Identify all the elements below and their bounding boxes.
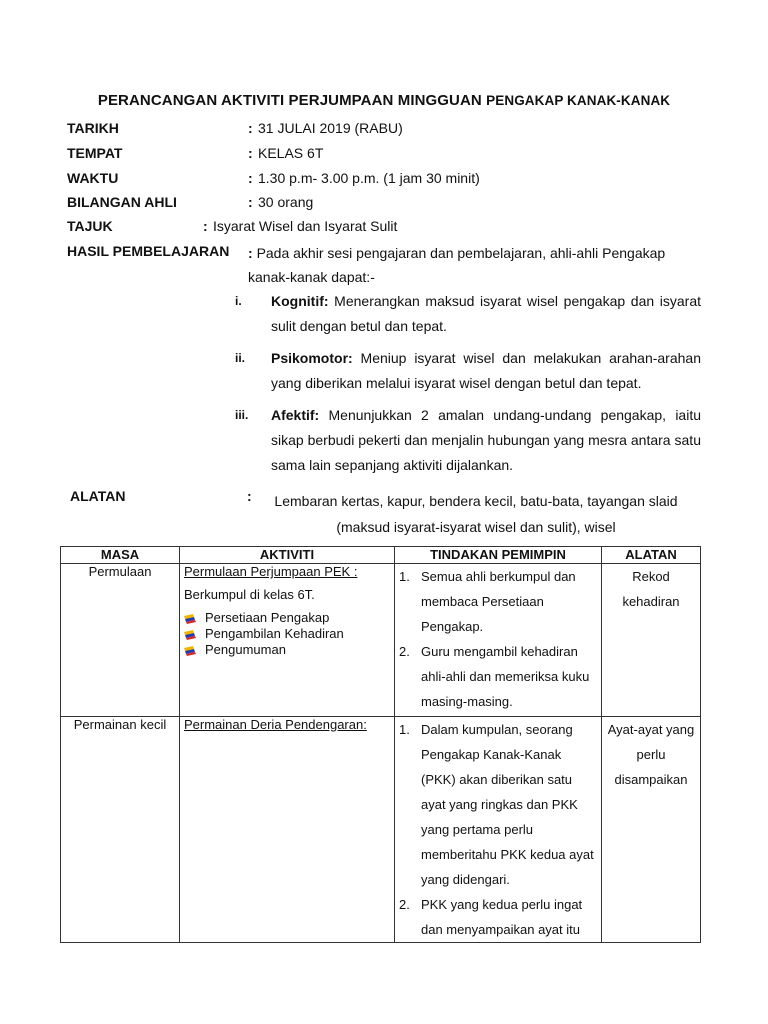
cell-alatan: Rekod kehadiran	[602, 564, 701, 717]
tarikh-label: TARIKH	[67, 120, 119, 136]
list-item	[399, 892, 597, 942]
step-number: 1.	[399, 569, 410, 584]
bilangan-label: BILANGAN AHLI	[67, 194, 177, 210]
header-alatan: ALATAN	[602, 547, 701, 564]
step-number: 2.	[399, 897, 410, 912]
aktiviti-heading: Permainan Deria Pendengaran:	[184, 717, 367, 732]
step-number: 1.	[399, 722, 410, 737]
objective-number: ii.	[235, 351, 246, 365]
objective-afektif	[235, 403, 701, 478]
page-title	[0, 92, 768, 109]
bullet-text: Persetiaan Pengakap	[205, 610, 330, 625]
cell-tindakan	[395, 564, 602, 717]
tarikh-colon: :	[248, 120, 253, 136]
tajuk-label: TAJUK	[67, 218, 113, 234]
step-text: Guru mengambil kehadiran ahli-ahli dan memeriksa kuku masing-masing.	[421, 644, 590, 709]
alatan-value	[260, 488, 692, 540]
step-number: 2.	[399, 644, 410, 659]
tempat-colon: :	[248, 145, 253, 161]
tarikh-value: 31 JULAI 2019 (RABU)	[258, 120, 403, 136]
objective-label: Psikomotor:	[271, 350, 353, 366]
hasil-value	[248, 241, 698, 289]
title-sub: PENGAKAP KANAK-KANAK	[486, 93, 671, 108]
table-header-row	[61, 547, 701, 564]
objective-psikomotor	[235, 346, 701, 396]
aktiviti-bullet-list	[184, 610, 390, 658]
tindakan-steps	[399, 564, 597, 714]
header-masa: MASA	[61, 547, 180, 564]
objective-label: Kognitif:	[271, 293, 329, 309]
cell-aktiviti	[180, 717, 395, 943]
pencil-bullet-icon	[184, 646, 196, 656]
objective-text: Menunjukkan 2 amalan undang-undang pengakap, iaitu sikap berbudi pekerti dan menjalin hubungan yang mesra antara satu sama lain sepanjang aktiviti dijalankan.	[271, 407, 702, 473]
list-item	[184, 626, 390, 642]
cell-alatan: Ayat-ayat yang perlu disampaikan	[602, 717, 701, 943]
header-tindakan-pemimpin: TINDAKAN PEMIMPIN	[395, 547, 602, 564]
cell-masa: Permulaan	[61, 564, 180, 717]
tajuk-colon: :	[203, 218, 208, 234]
pencil-bullet-icon	[184, 614, 196, 624]
activity-table	[60, 546, 701, 943]
step-text: Dalam kumpulan, seorang Pengakap Kanak-Kanak (PKK) akan diberikan satu ayat yang ringkas dan PKK yang pertama perlu memberitahu PKK kedua ayat yang didengari.	[421, 722, 594, 887]
table-row	[61, 717, 701, 943]
tindakan-steps	[399, 717, 597, 942]
aktiviti-heading: Permulaan Perjumpaan PEK :	[184, 564, 358, 579]
header-aktiviti: AKTIVITI	[180, 547, 395, 564]
hasil-colon: :	[248, 245, 253, 261]
bullet-text: Pengambilan Kehadiran	[205, 626, 344, 641]
objective-label: Afektif:	[271, 407, 320, 423]
tempat-value: KELAS 6T	[258, 145, 324, 161]
cell-masa: Permainan kecil	[61, 717, 180, 943]
alatan-line-1: Lembaran kertas, kapur, bendera kecil, batu-bata, tayangan slaid	[274, 493, 678, 509]
alatan-line-2: (maksud isyarat-isyarat wisel dan sulit), wisel	[336, 519, 616, 535]
waktu-value: 1.30 p.m- 3.00 p.m. (1 jam 30 minit)	[258, 170, 480, 186]
objective-number: iii.	[235, 408, 249, 422]
tempat-label: TEMPAT	[67, 145, 123, 161]
aktiviti-subtext: Berkumpul di kelas 6T.	[184, 587, 315, 602]
cell-aktiviti	[180, 564, 395, 717]
alatan-colon: :	[247, 488, 252, 504]
objective-number: i.	[235, 294, 242, 308]
bullet-text: Pengumuman	[205, 642, 286, 657]
objective-text: Meniup isyarat wisel dan melakukan arahan-arahan yang diberikan melalui isyarat wisel dengan betul dan tepat.	[271, 350, 701, 391]
objective-text: Menerangkan maksud isyarat wisel pengakap dan isyarat sulit dengan betul dan tepat.	[271, 293, 702, 334]
table-row	[61, 564, 701, 717]
pencil-bullet-icon	[184, 630, 196, 640]
list-item	[184, 610, 390, 626]
hasil-label: HASIL PEMBELAJARAN	[67, 243, 230, 259]
bilangan-colon: :	[248, 194, 253, 210]
objective-kognitif	[235, 289, 701, 339]
title-main: PERANCANGAN AKTIVITI PERJUMPAAN MINGGUAN	[97, 92, 482, 109]
list-item	[399, 564, 597, 639]
list-item	[184, 642, 390, 658]
step-text: PKK yang kedua perlu ingat dan menyampaikan ayat itu	[421, 897, 583, 937]
list-item	[399, 639, 597, 714]
alatan-label: ALATAN	[70, 488, 126, 504]
list-item	[399, 717, 597, 892]
waktu-colon: :	[248, 170, 253, 186]
hasil-text: Pada akhir sesi pengajaran dan pembelajaran, ahli-ahli Pengakap kanak-kanak dapat:-	[248, 245, 666, 285]
waktu-label: WAKTU	[67, 170, 119, 186]
tajuk-value: Isyarat Wisel dan Isyarat Sulit	[213, 218, 398, 234]
cell-tindakan	[395, 717, 602, 943]
bilangan-value: 30 orang	[258, 194, 314, 210]
step-text: Semua ahli berkumpul dan membaca Persetiaan Pengakap.	[421, 569, 576, 634]
